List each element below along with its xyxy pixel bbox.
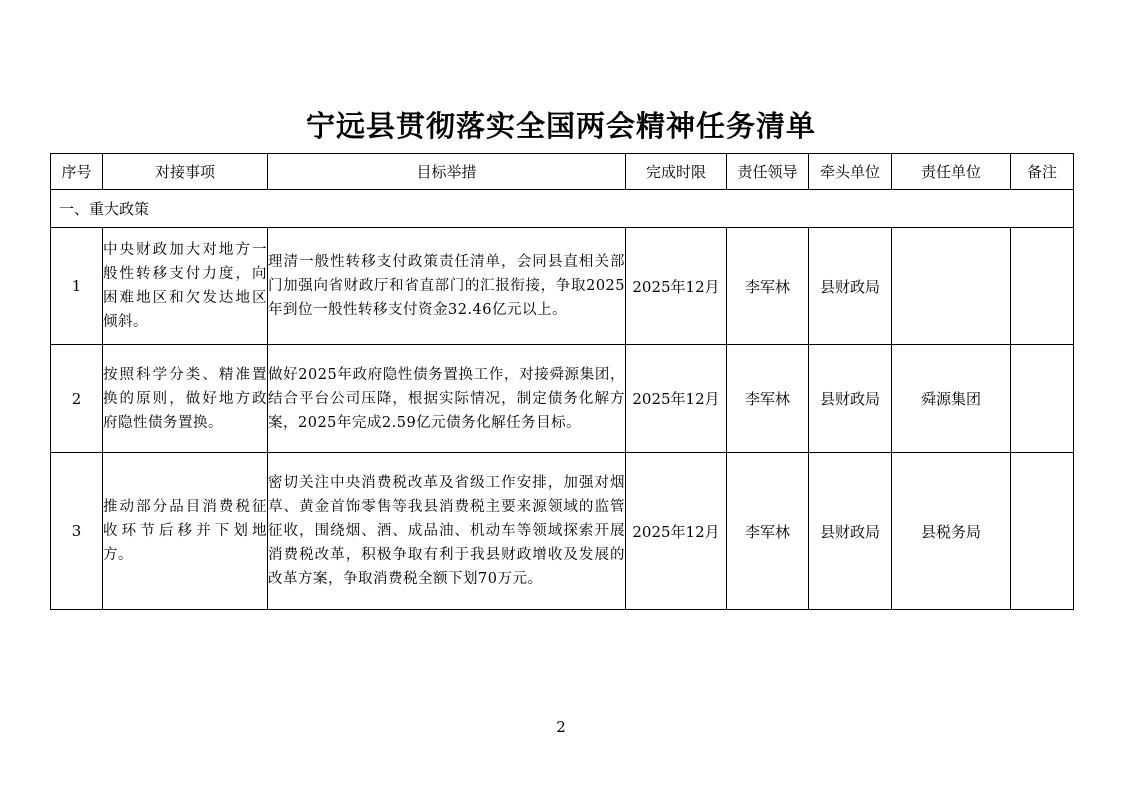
table-row <box>51 228 1074 345</box>
row-resp-unit: 舜源集团 <box>892 345 1011 453</box>
row-item: 中央财政加大对地方一般性转移支付力度，向困难地区和欠发达地区倾斜。 <box>103 228 268 345</box>
header-row <box>51 154 1074 190</box>
header-leader: 责任领导 <box>727 154 809 190</box>
row-resp-unit: 县税务局 <box>892 453 1011 610</box>
row-item: 推动部分品目消费税征收环节后移并下划地方。 <box>103 453 268 610</box>
row-measure: 密切关注中央消费税改革及省级工作安排，加强对烟草、黄金首饰零售等我县消费税主要来源领域的监管征收，围绕烟、酒、成品油、机动车等领域探索开展消费税改革，积极争取有利于我县财政增收及发展的改革方案，争取消费税全额下划70万元。 <box>268 453 626 610</box>
row-index: 3 <box>51 453 103 610</box>
row-measure: 做好2025年政府隐性债务置换工作，对接舜源集团，结合平台公司压降，根据实际情况，制定债务化解方案，2025年完成2.59亿元债务化解任务目标。 <box>268 345 626 453</box>
header-lead-unit: 牵头单位 <box>809 154 892 190</box>
row-resp-unit <box>892 228 1011 345</box>
row-item: 按照科学分类、精准置换的原则，做好地方政府隐性债务置换。 <box>103 345 268 453</box>
row-note <box>1011 228 1074 345</box>
header-deadline: 完成时限 <box>626 154 727 190</box>
document-title: 宁远县贯彻落实全国两会精神任务清单 <box>305 109 816 143</box>
row-lead-unit: 县财政局 <box>809 453 892 610</box>
header-resp-unit: 责任单位 <box>892 154 1011 190</box>
row-lead-unit: 县财政局 <box>809 228 892 345</box>
header-index: 序号 <box>51 154 103 190</box>
section-row <box>51 190 1074 228</box>
row-index: 1 <box>51 228 103 345</box>
table-row <box>51 345 1074 453</box>
row-leader: 李军林 <box>727 228 809 345</box>
row-note <box>1011 345 1074 453</box>
header-item: 对接事项 <box>103 154 268 190</box>
row-lead-unit: 县财政局 <box>809 345 892 453</box>
table-row <box>51 453 1074 610</box>
row-measure: 理清一般性转移支付政策责任清单，会同县直相关部门加强向省财政厅和省直部门的汇报衔接，争取2025年到位一般性转移支付资金32.46亿元以上。 <box>268 228 626 345</box>
row-leader: 李军林 <box>727 345 809 453</box>
page-number: 2 <box>556 718 566 736</box>
header-measure: 目标举措 <box>268 154 626 190</box>
row-note <box>1011 453 1074 610</box>
row-index: 2 <box>51 345 103 453</box>
row-leader: 李军林 <box>727 453 809 610</box>
header-note: 备注 <box>1011 154 1074 190</box>
section-title: 一、重大政策 <box>51 190 1074 228</box>
row-deadline: 2025年12月 <box>626 228 727 345</box>
task-list-table <box>50 153 1074 610</box>
row-deadline: 2025年12月 <box>626 345 727 453</box>
row-deadline: 2025年12月 <box>626 453 727 610</box>
